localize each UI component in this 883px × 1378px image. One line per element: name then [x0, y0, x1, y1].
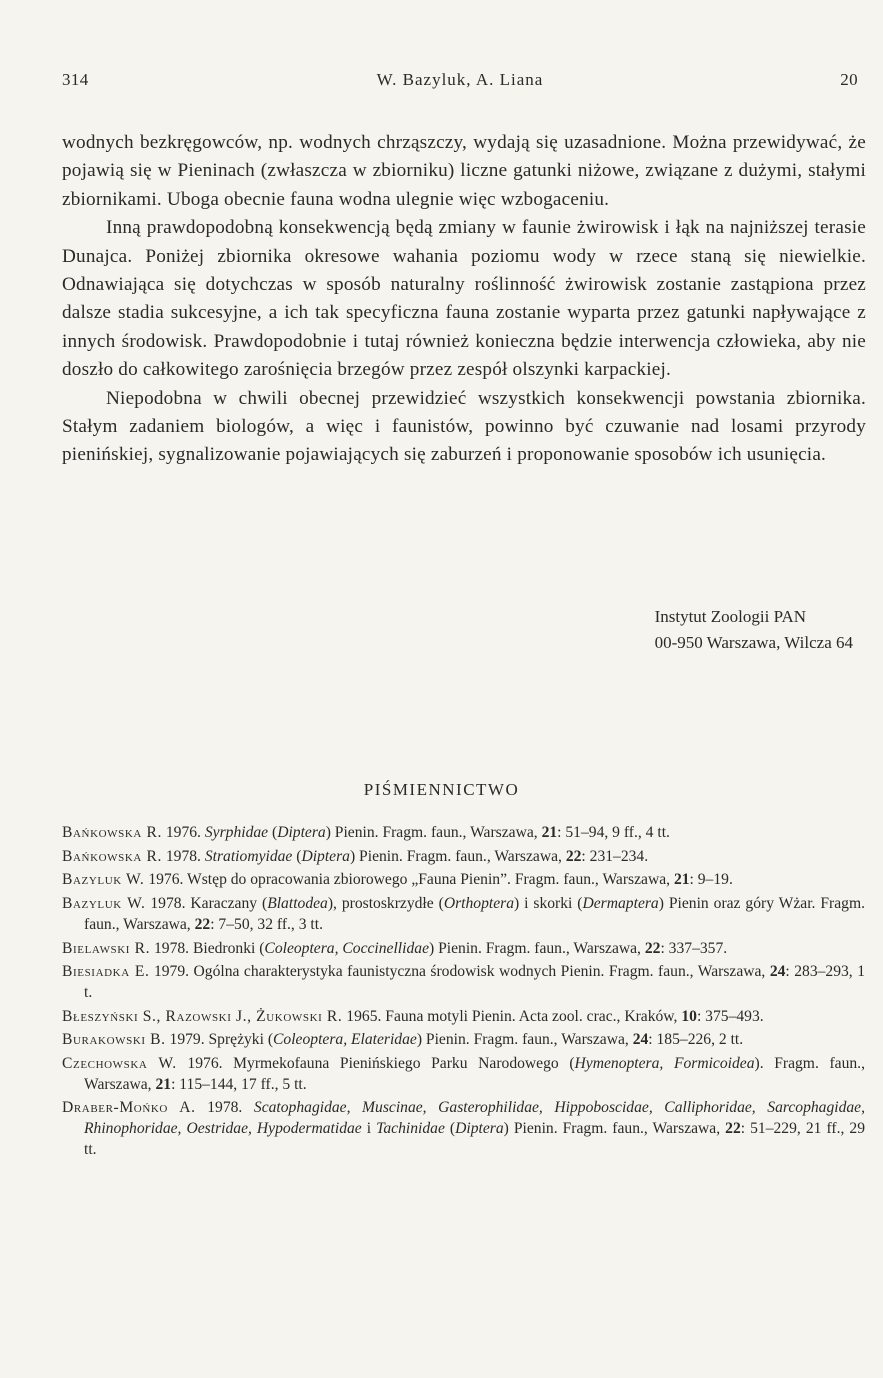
reference-author: Biesiadka E.	[62, 963, 150, 981]
reference-taxon: Scatophagidae, Muscinae, Gasterophilidae, Hippoboscidae, Calliphoridae, Sarcophagidae, Rhinophoridae, Oestridae, Hypodermatidae	[84, 1099, 866, 1138]
reference-taxon: Tachinidae	[376, 1120, 445, 1138]
reference-entry	[62, 823, 865, 844]
reference-text: : 115–144, 17 ff., 5 tt.	[171, 1075, 307, 1093]
reference-text: 1976. Myrmekofauna Pienińskiego Parku Narodowego (	[176, 1055, 575, 1073]
reference-author: Bańkowska R.	[62, 824, 162, 841]
affiliation-institute: Instytut Zoologii PAN	[654, 607, 807, 626]
reference-entry	[62, 870, 865, 891]
reference-text: ) Pienin. Fragm. faun., Warszawa,	[325, 824, 542, 841]
affiliation-address: 00-950 Warszawa, Wilcza 64	[654, 632, 853, 652]
reference-taxon: Syrphidae	[204, 824, 269, 841]
reference-text: 1978. Karaczany (	[145, 895, 268, 913]
reference-entry	[62, 1054, 865, 1095]
reference-text: ) i skorki (	[513, 895, 583, 913]
reference-text: 1976. Wstęp do opracowania zbiorowego „Fauna Pienin”. Fragm. faun., Warszawa,	[144, 871, 674, 889]
paragraph: Niepodobna w chwili obecnej przewidzieć wszystkich konsekwencji powstania zbiornika. Stałym zadaniem biologów, a więc i faunistów, powinno być czuwanie nad losami przyrody pienińskiej, sygnalizowanie pojawiających się zaburzeń i proponowanie sposobów ich usunięcia.	[62, 387, 866, 466]
reference-volume: 24	[769, 963, 786, 981]
running-header	[62, 70, 858, 100]
reference-text: : 185–226, 2 tt.	[648, 1031, 744, 1049]
reference-taxon: Orthoptera	[443, 895, 514, 913]
running-authors: W. Bazyluk, A. Liana	[376, 70, 544, 89]
reference-taxon: Diptera	[455, 1120, 504, 1138]
references-heading: PIŚMIENNICTWO	[363, 780, 520, 799]
reference-volume: 24	[632, 1031, 649, 1049]
paragraph: wodnych bezkręgowców, np. wodnych chrząszczy, wydają się uzasadnione. Można przewidywać, że pojawią się w Pieninach (zwłaszcza w zbiorniku) liczne gatunki niżowe, związane z dużymi, stałymi zbiornikami. Uboga obecnie fauna wodna ulegnie więc wzbogaceniu.	[62, 132, 866, 210]
reference-text: 1976.	[161, 824, 205, 841]
reference-entry	[62, 939, 865, 960]
reference-entry	[62, 847, 865, 868]
reference-text: : 375–493.	[696, 1007, 764, 1025]
page-number: 314	[62, 70, 89, 89]
reference-volume: 22	[194, 915, 211, 933]
reference-author: Bazyluk W.	[62, 895, 146, 913]
reference-taxon: Hymenoptera, Formicoidea	[574, 1055, 755, 1073]
reference-author: Bazyluk W.	[62, 871, 145, 889]
reference-text: 1978. Biedronki (	[150, 939, 265, 957]
reference-text: (	[268, 824, 278, 841]
reference-author: Błeszyński S., Razowski J., Żukowski R.	[62, 1007, 343, 1025]
reference-text: 1979. Sprężyki (	[165, 1031, 274, 1049]
reference-text: 1965. Fauna motyli Pienin. Acta zool. crac., Kraków,	[342, 1007, 682, 1025]
reference-entry	[62, 1007, 865, 1028]
reference-text: 1978.	[161, 847, 205, 865]
reference-text: ). Fragm. faun., Warszawa,	[84, 1055, 865, 1093]
reference-text: : 283–293, 1 t.	[84, 963, 865, 1001]
reference-taxon: Dermaptera	[582, 895, 659, 913]
reference-text: ) Pienin oraz góry Wżar. Fragm. faun., Warszawa,	[84, 895, 865, 933]
reference-entry	[62, 962, 865, 1003]
reference-text: i	[361, 1120, 377, 1138]
author-affiliation	[655, 604, 853, 655]
reference-text: (	[292, 847, 302, 865]
reference-author: Czechowska W.	[62, 1055, 177, 1073]
reference-taxon: Coleoptera, Coccinellidae	[264, 939, 429, 957]
reference-volume: 21	[541, 824, 558, 841]
reference-text: : 51–94, 9 ff., 4 tt.	[557, 824, 670, 841]
reference-text: : 7–50, 32 ff., 3 tt.	[210, 915, 323, 933]
reference-taxon: Diptera	[301, 847, 350, 865]
reference-text: (	[444, 1120, 456, 1138]
reference-taxon: Blattodea	[267, 895, 328, 913]
reference-entry	[62, 1030, 865, 1051]
reference-entry	[62, 1098, 865, 1160]
reference-text: : 337–357.	[660, 939, 728, 957]
reference-author: Bańkowska R.	[62, 847, 162, 865]
volume-number: 20	[840, 70, 858, 89]
reference-volume: 21	[155, 1075, 172, 1093]
reference-volume: 22	[644, 939, 661, 957]
reference-list	[62, 823, 865, 1164]
reference-author: Burakowski B.	[62, 1031, 166, 1049]
paragraph: Inną prawdopodobną konsekwencją będą zmiany w faunie żwirowisk i łąk na najniższej terasie Dunajca. Poniżej zbiornika okresowe wahania poziomu wody w rzece staną się niewielkie. Odnawiająca się dotychczas w sposób naturalny roślinność żwirowisk zostanie zastąpiona przez dalsze stadia sukcesyjne, a ich tak specyficzna fauna zostanie wyparta przez gatunki napływające z innych środowisk. Prawdopodobnie i tutaj również konieczna będzie interwencja człowieka, aby nie doszło do całkowitego zarośnięcia brzegów przez zespół olszynki karpackiej.	[62, 217, 866, 381]
reference-volume: 22	[565, 847, 582, 865]
reference-text: : 9–19.	[689, 871, 733, 889]
reference-text: ) Pienin. Fragm. faun., Warszawa,	[349, 847, 566, 865]
reference-text: : 231–234.	[581, 847, 649, 865]
reference-taxon: Stratiomyidae	[204, 847, 293, 865]
reference-taxon: Diptera	[277, 824, 326, 841]
reference-text: ) Pienin. Fragm. faun., Warszawa,	[429, 939, 645, 957]
reference-taxon: Coleoptera, Elateridae	[273, 1031, 417, 1049]
reference-text: ) Pienin. Fragm. faun., Warszawa,	[503, 1120, 726, 1138]
reference-text: ) Pienin. Fragm. faun., Warszawa,	[416, 1031, 633, 1049]
reference-volume: 21	[673, 871, 690, 889]
reference-text: 1978.	[195, 1099, 254, 1117]
reference-author: Bielawski R.	[62, 939, 151, 957]
reference-volume: 10	[681, 1007, 697, 1025]
reference-entry	[62, 894, 865, 935]
reference-author: Draber-Mońko A.	[62, 1099, 196, 1117]
reference-text: ), prostoskrzydłe (	[327, 895, 444, 913]
reference-text: 1979. Ogólna charakterystyka faunistyczna środowisk wodnych Pienin. Fragm. faun., Warszawa,	[149, 963, 770, 981]
reference-volume: 22	[725, 1120, 741, 1138]
reference-text: : 51–229, 21 ff., 29 tt.	[84, 1120, 865, 1158]
body-text	[62, 129, 866, 470]
